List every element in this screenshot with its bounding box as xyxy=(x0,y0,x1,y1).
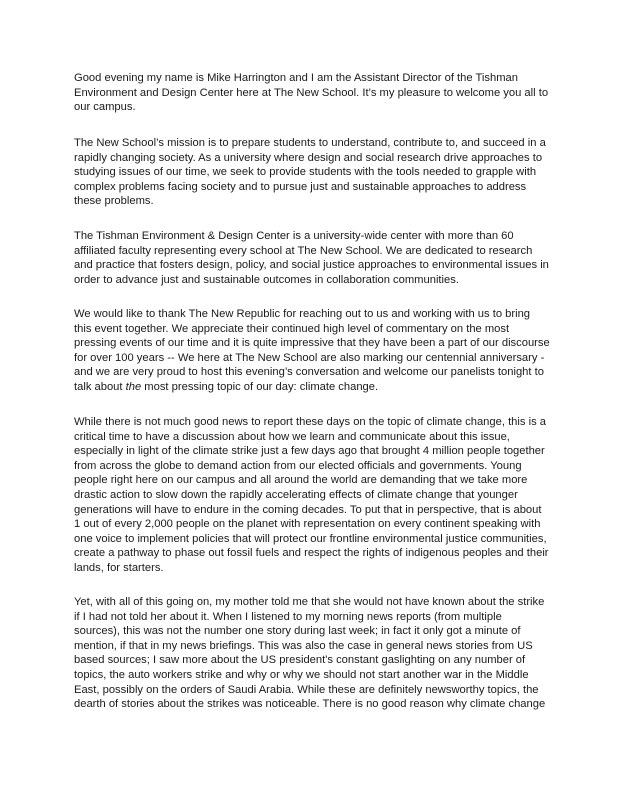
text-line: dearth of stories about the strikes was noticeable. There is no good reason why climate change xyxy=(74,698,546,711)
text-line: this event together. We appreciate their continued high level of commentary on the most xyxy=(74,322,510,335)
text-line: Good evening my name is Mike Harrington and I am the Assistant Director of the Tishman xyxy=(74,72,518,84)
paragraph-mission xyxy=(74,136,574,209)
text-line: Environment and Design Center here at The New School. It’s my pleasure to welcome you all to xyxy=(74,86,549,99)
paragraph-new-republic xyxy=(74,307,574,395)
text-line: especially in light of the climate strike just a few days ago that brought 4 million people together xyxy=(74,445,545,458)
text-line: We would like to thank The New Republic for reaching out to us and working with us to bring xyxy=(74,308,531,320)
text-line: lands, for starters. xyxy=(74,561,164,574)
text-line: order to advance just and sustainable outcomes in collaboration communities. xyxy=(74,273,459,286)
text-line: based sources; I saw more about the US president's constant gaslighting on any number of xyxy=(74,654,526,667)
text-line: pressing events of our time and it is quite impressive that they have been a part of our discourse xyxy=(74,337,550,350)
text-line: The Tishman Environment & Design Center is a university-wide center with more than 60 xyxy=(74,230,514,242)
text-line: rapidly changing society. As a university where design and social research drive approaches to xyxy=(74,151,543,164)
paragraph-climate-strike xyxy=(74,415,574,576)
text-line: drastic action to slow down the rapidly accelerating effects of climate change that younger xyxy=(74,488,518,501)
paragraph-welcome xyxy=(74,71,574,115)
text-line: The New School’s mission is to prepare students to understand, contribute to, and succeed in a xyxy=(74,137,546,149)
text-line: people right here on our campus and all around the world are demanding that we take more xyxy=(74,474,528,487)
text-line: critical time to have a discussion about how we learn and communicate about this issue, xyxy=(74,430,510,443)
text-line: our campus. xyxy=(74,101,136,114)
emphasis-text: the xyxy=(125,380,142,393)
text-run: talk about xyxy=(74,380,126,393)
text-line: for over 100 years -- We here at The New School are also marking our centennial anniversary - xyxy=(74,351,545,364)
text-line: create a pathway to phase out fossil fuels and respect the rights of indigenous peoples and their xyxy=(74,547,549,560)
text-line: and practice that fosters design, policy, and social justice approaches to environmental issues in xyxy=(74,259,549,272)
text-run: most pressing topic of our day: climate change. xyxy=(141,380,379,393)
text-line: complex problems facing society and to pursue just and sustainable approaches to address xyxy=(74,180,527,193)
text-line: East, possibly on the orders of Saudi Arabia. While these are definitely newsworthy topics, the xyxy=(74,683,539,696)
text-line: mention, if that in my news briefings. This was also the case in general news stories from US xyxy=(74,639,533,652)
text-line: topics, the auto workers strike and why or why we should not start another war in the Middle xyxy=(74,668,529,681)
text-line: if I had not told her about it. When I listened to my morning news reports (from multiple xyxy=(74,610,502,623)
text-line: from across the globe to demand action from our elected officials and governments. Young xyxy=(74,459,522,472)
text-line: affiliated faculty representing every school at The New School. We are dedicated to research xyxy=(74,244,533,257)
text-line: these problems. xyxy=(74,195,154,208)
text-line: sources), this was not the number one story during last week; in fact it only got a minute of xyxy=(74,625,521,638)
text-line: Yet, with all of this going on, my mother told me that she would not have known about the strike xyxy=(74,596,545,608)
text-line: 1 out of every 2,000 people on the planet with representation on every continent speaking with xyxy=(74,518,541,531)
text-line: and we are very proud to host this evening’s conversation and welcome our panelists tonight to xyxy=(74,366,544,379)
text-line: generations will have to endure in the coming decades. To put that in perspective, that is about xyxy=(74,503,542,516)
paragraph-tishman-center xyxy=(74,229,574,287)
text-line: one voice to implement policies that will protect our frontline environmental justice communities, xyxy=(74,532,547,545)
text-line: While there is not much good news to report these days on the topic of climate change, this is a xyxy=(74,416,546,428)
paragraph-media-coverage xyxy=(74,595,574,712)
text-line: studying issues of our time, we seek to provide students with the tools needed to grapple with xyxy=(74,166,537,179)
text-line xyxy=(74,380,574,395)
